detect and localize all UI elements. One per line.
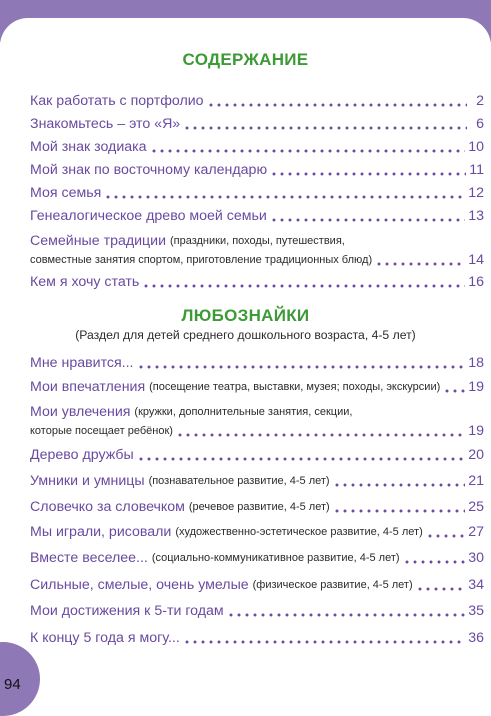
dot-leader (176, 433, 465, 437)
entry-title: Мы играли, рисовали (30, 524, 172, 540)
entry-note: (кружки, дополнительные занятия, секции, (134, 406, 353, 418)
dot-leader (333, 509, 466, 513)
toc-entry[interactable] (30, 629, 484, 648)
entry-note: (социально-коммуникативное развитие, 4-5 лет) (151, 552, 400, 564)
entry-note: (познавательное развитие, 4-5 лет) (148, 475, 330, 487)
dot-leader (443, 389, 465, 393)
entry-title: Мой знак зодиака (30, 139, 147, 155)
entry-note-continued: совместные занятия спортом, приготовление традиционных блюд) (30, 254, 373, 266)
dot-leader (137, 457, 465, 461)
entry-title: Мой знак по восточному календарю (30, 162, 268, 178)
dot-leader (150, 149, 466, 153)
dot-leader (142, 284, 465, 288)
dot-leader (375, 262, 465, 266)
entry-title: Мои увлечения (30, 404, 131, 420)
entry-note: (посещение театра, выставки, музея; походы, экскурсии) (149, 381, 441, 393)
entry-page: 19 (468, 423, 484, 439)
toc-entry[interactable] (30, 354, 484, 373)
entry-page: 11 (469, 162, 484, 178)
toc-entry[interactable] (30, 576, 484, 595)
entry-title: Как работать с портфолио (30, 93, 204, 109)
entry-page: 34 (468, 577, 484, 593)
dot-leader (403, 560, 466, 564)
entry-page: 10 (468, 139, 484, 155)
dot-leader (270, 218, 465, 222)
dot-leader (137, 365, 466, 369)
toc-entry[interactable] (30, 378, 484, 397)
section-heading: ЛЮБОЗНАЙКИ (181, 306, 310, 325)
entry-page: 13 (468, 208, 484, 224)
entry-page: 30 (468, 550, 484, 566)
entry-title: Генеалогическое древо моей семьи (30, 208, 267, 224)
entry-title: Мои впечатления (30, 379, 146, 395)
toc-entry[interactable] (30, 523, 484, 542)
section-subheading: (Раздел для детей среднего дошкольного возраста, 4-5 лет) (75, 328, 416, 342)
entry-page: 36 (468, 630, 484, 646)
dot-leader (416, 587, 466, 591)
entry-page: 12 (468, 185, 484, 201)
entry-page: 35 (468, 603, 484, 619)
dot-leader (333, 483, 466, 487)
dot-leader (183, 640, 465, 644)
toc-entry[interactable] (30, 403, 484, 441)
page-number: 94 (4, 676, 21, 693)
toc-entry[interactable] (30, 602, 484, 621)
entry-note-continued: которые посещает ребёнок) (30, 425, 173, 437)
entry-title: Моя семья (30, 185, 102, 201)
entry-title: Мои достижения к 5-ти годам (30, 603, 224, 619)
entry-note: (физическое развитие, 4-5 лет) (252, 579, 413, 591)
entry-page: 25 (468, 499, 484, 515)
entry-page: 27 (468, 524, 484, 540)
entry-page: 2 (476, 93, 484, 109)
entry-title: Кем я хочу стать (30, 274, 140, 290)
toc-entry[interactable] (30, 92, 484, 111)
entry-title: Словечко за словечком (30, 499, 185, 515)
entry-page: 16 (468, 274, 484, 290)
entry-title: Дерево дружбы (30, 447, 134, 463)
toc-entry[interactable] (30, 207, 484, 226)
toc-entry[interactable] (30, 161, 484, 180)
dot-leader (270, 172, 466, 176)
contents-heading: СОДЕРЖАНИЕ (182, 50, 309, 69)
toc-entry[interactable] (30, 549, 484, 568)
dot-leader (207, 103, 467, 107)
entry-page: 21 (468, 473, 484, 489)
entry-title: Умники и умницы (30, 473, 145, 489)
toc-entry[interactable] (30, 138, 484, 157)
toc-entry[interactable] (30, 115, 484, 134)
toc-entry[interactable] (30, 184, 484, 203)
dot-leader (426, 534, 465, 538)
dot-leader (227, 613, 466, 617)
toc-entry[interactable] (30, 498, 484, 517)
entry-note: (праздники, походы, путешествия, (169, 235, 345, 247)
entry-page: 19 (468, 379, 484, 395)
entry-page: 18 (468, 355, 484, 371)
entry-title: Мне нравится... (30, 355, 134, 371)
entry-note: (художественно-эстетическое развитие, 4-5 лет) (175, 526, 423, 538)
entry-title: Сильные, смелые, очень умелые (30, 577, 249, 593)
entry-title: Знакомьтесь – это «Я» (30, 116, 181, 132)
toc-entry[interactable] (30, 273, 484, 292)
entry-note: (речевое развитие, 4-5 лет) (188, 501, 330, 513)
dot-leader (104, 195, 465, 199)
entry-title: Семейные традиции (30, 233, 167, 249)
entry-page: 14 (468, 252, 484, 268)
entry-page: 20 (468, 447, 484, 463)
dot-leader (183, 126, 467, 130)
entry-title: Вместе веселее... (30, 550, 148, 566)
toc-entry[interactable] (30, 232, 484, 270)
entry-page: 6 (476, 116, 484, 132)
entry-title: К концу 5 года я могу... (30, 630, 180, 646)
toc-entry[interactable] (30, 472, 484, 491)
toc-entry[interactable] (30, 446, 484, 465)
